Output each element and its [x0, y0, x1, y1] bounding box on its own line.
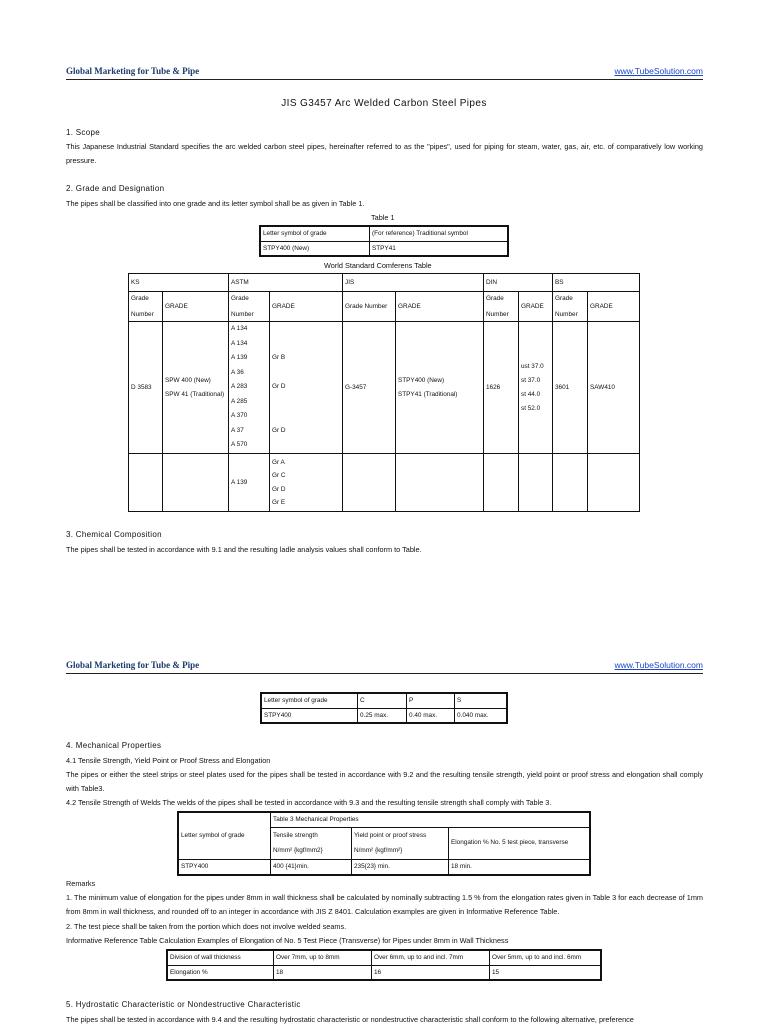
table-subheader: GRADE	[519, 292, 553, 322]
table-cell	[519, 454, 553, 512]
table-cell: 18 min.	[449, 859, 591, 875]
table-cell: Over 6mm, up to and incl. 7mm	[372, 950, 490, 965]
table1-caption: Table 1	[371, 213, 395, 222]
table-cell: S	[455, 693, 508, 708]
brand-name: Global Marketing for Tube & Pipe	[66, 660, 200, 670]
world-standard-table	[128, 273, 640, 512]
table-cell	[129, 454, 163, 512]
informative-reference-table	[166, 949, 602, 981]
page-header	[66, 660, 703, 672]
table-cell: Over 7mm, up to 8mm	[274, 950, 372, 965]
table-cell: STPY400	[261, 708, 358, 723]
table-cell: A 134 A 134 A 139 A 36 A 283 A 285 A 370 A 37 A 570	[229, 322, 270, 454]
remark-1: 1. The minimum value of elongation for the pipes under 8mm in wall thickness shall be calculated by nominally subtracting 1.5 % from the elongation rates given in Table 3 for each decrease of 1mm from 8mm in wall thickness, and rounded off to an integer in accordance with JIS Z 8401. Calculation examples are given in Informative Reference Table.	[66, 893, 703, 916]
table-cell: 235{23} min.	[352, 859, 449, 875]
section-heading-scope: 1. Scope	[66, 128, 100, 137]
document-title: JIS G3457 Arc Welded Carbon Steel Pipes	[281, 98, 487, 109]
hydrostatic-text: The pipes shall be tested in accordance with 9.4 and the resulting hydrostatic characteristic or nondestructive characteristic shall conform to the following alternative, preference	[66, 1015, 634, 1024]
section-heading-grade: 2. Grade and Designation	[66, 184, 165, 193]
table-cell: Division of wall thickness	[167, 950, 274, 965]
table-cell: A 139	[229, 454, 270, 512]
table-cell: SPW 400 (New) SPW 41 (Traditional)	[163, 322, 229, 454]
table-cell: Yield point or proof stress N/mm² {kgf/mm²}	[352, 827, 449, 859]
table-cell: D 3583	[129, 322, 163, 454]
mechanical-sub2: 4.2 Tensile Strength of Welds The welds of the pipes shall be tested in accordance with 9.3 and the resulting tensile strength shall comply with Table 3.	[66, 798, 552, 807]
website-link[interactable]: www.TubeSolution.com	[614, 660, 703, 670]
table-cell: Elongation % No. 5 test piece, transverse	[449, 827, 591, 859]
informative-reference-text: Informative Reference Table Calculation Examples of Elongation of No. 5 Test Piece (Transverse) for Pipes under 8mm in Wall Thickness	[66, 936, 509, 945]
table-subheader: GRADE	[270, 292, 343, 322]
mechanical-properties-table	[177, 811, 591, 876]
table-header-din: DIN	[484, 274, 553, 292]
table-cell: STPY400 (New) STPY41 (Traditional)	[396, 322, 484, 454]
remarks-heading: Remarks	[66, 879, 96, 888]
table-cell: 15	[490, 965, 602, 980]
table-header-jis: JIS	[343, 274, 484, 292]
table-subheader: GRADE	[396, 292, 484, 322]
table-cell	[343, 454, 396, 512]
table-cell: STPY41	[370, 241, 509, 256]
table-cell: Tensile strength N/mm² {kgf/mm2}	[271, 827, 352, 859]
table-cell: ust 37.0 st 37.0 st 44.0 st 52.0	[519, 322, 553, 454]
mechanical-text1: The pipes or either the steel strips or steel plates used for the pipes shall be tested in accordance with 9.2 and the resulting tensile strength, yield point or proof stress and elongation shall comply with Table3.	[66, 770, 703, 793]
table-cell: 400 {41}min.	[271, 859, 352, 875]
table-header-astm: ASTM	[229, 274, 343, 292]
table-cell	[553, 454, 588, 512]
grade-text: The pipes shall be classified into one grade and its letter symbol shall be as given in Table 1.	[66, 199, 365, 208]
page-header	[66, 66, 703, 78]
table-cell	[588, 454, 640, 512]
table-cell: 0.040 max.	[455, 708, 508, 723]
table-header-ks: KS	[129, 274, 229, 292]
table-subheader: Grade Number	[129, 292, 163, 322]
table-subheader: GRADE	[163, 292, 229, 322]
table-cell: SAW410	[588, 322, 640, 454]
table-cell: Elongation %	[167, 965, 274, 980]
table-cell: Letter symbol of grade	[178, 812, 271, 859]
table-cell: P	[407, 693, 455, 708]
table-cell: 0.25 max.	[358, 708, 407, 723]
table-subheader: Grade Number	[343, 292, 396, 322]
table-subheader: GRADE	[588, 292, 640, 322]
header-rule	[66, 673, 703, 674]
remark-2: 2. The test piece shall be taken from the portion which does not involve welded seams.	[66, 922, 347, 931]
table1	[259, 225, 509, 257]
table-subheader: Grade Number	[553, 292, 588, 322]
table-cell: G-3457	[343, 322, 396, 454]
table3-caption: Table 3 Mechanical Properties	[271, 812, 591, 827]
section-heading-hydrostatic: 5. Hydrostatic Characteristic or Nondestructive Characteristic	[66, 1000, 301, 1009]
table-subheader: Grade Number	[484, 292, 519, 322]
table-cell: 0.40 max.	[407, 708, 455, 723]
table-cell: 16	[372, 965, 490, 980]
website-link[interactable]: www.TubeSolution.com	[614, 66, 703, 76]
table-cell	[396, 454, 484, 512]
brand-name: Global Marketing for Tube & Pipe	[66, 66, 200, 76]
table-cell: Letter symbol of grade	[260, 226, 370, 241]
table-header-bs: BS	[553, 274, 640, 292]
table-cell: 3601	[553, 322, 588, 454]
mechanical-sub1: 4.1 Tensile Strength, Yield Point or Proof Stress and Elongation	[66, 756, 271, 765]
chemical-composition-table	[260, 692, 508, 724]
section-heading-mechanical: 4. Mechanical Properties	[66, 741, 162, 750]
table-cell: (For reference) Traditional symbol	[370, 226, 509, 241]
table-cell: 18	[274, 965, 372, 980]
table-cell	[484, 454, 519, 512]
scope-text: This Japanese Industrial Standard specifies the arc welded carbon steel pipes, hereinafter referred to as the "pipes", used for piping for steam, water, gas, air, etc. of comparatively low working pressure.	[66, 142, 703, 165]
header-rule	[66, 79, 703, 80]
table-cell: 1626	[484, 322, 519, 454]
chemical-text: The pipes shall be tested in accordance with 9.1 and the resulting ladle analysis values shall conform to Table.	[66, 545, 422, 554]
table-cell: C	[358, 693, 407, 708]
table-cell: Gr B Gr D Gr D	[270, 322, 343, 454]
section-heading-chemical: 3. Chemical Composition	[66, 530, 162, 539]
world-table-caption: World Standard Comferens Table	[324, 261, 432, 270]
table-cell: Letter symbol of grade	[261, 693, 358, 708]
table-subheader: Grade Number	[229, 292, 270, 322]
table-cell: Over 5mm, up to and incl. 6mm	[490, 950, 602, 965]
table-cell: STPY400 (New)	[260, 241, 370, 256]
table-cell: STPY400	[178, 859, 271, 875]
table-cell	[163, 454, 229, 512]
table-cell: Gr A Gr C Gr D Gr E	[270, 454, 343, 512]
